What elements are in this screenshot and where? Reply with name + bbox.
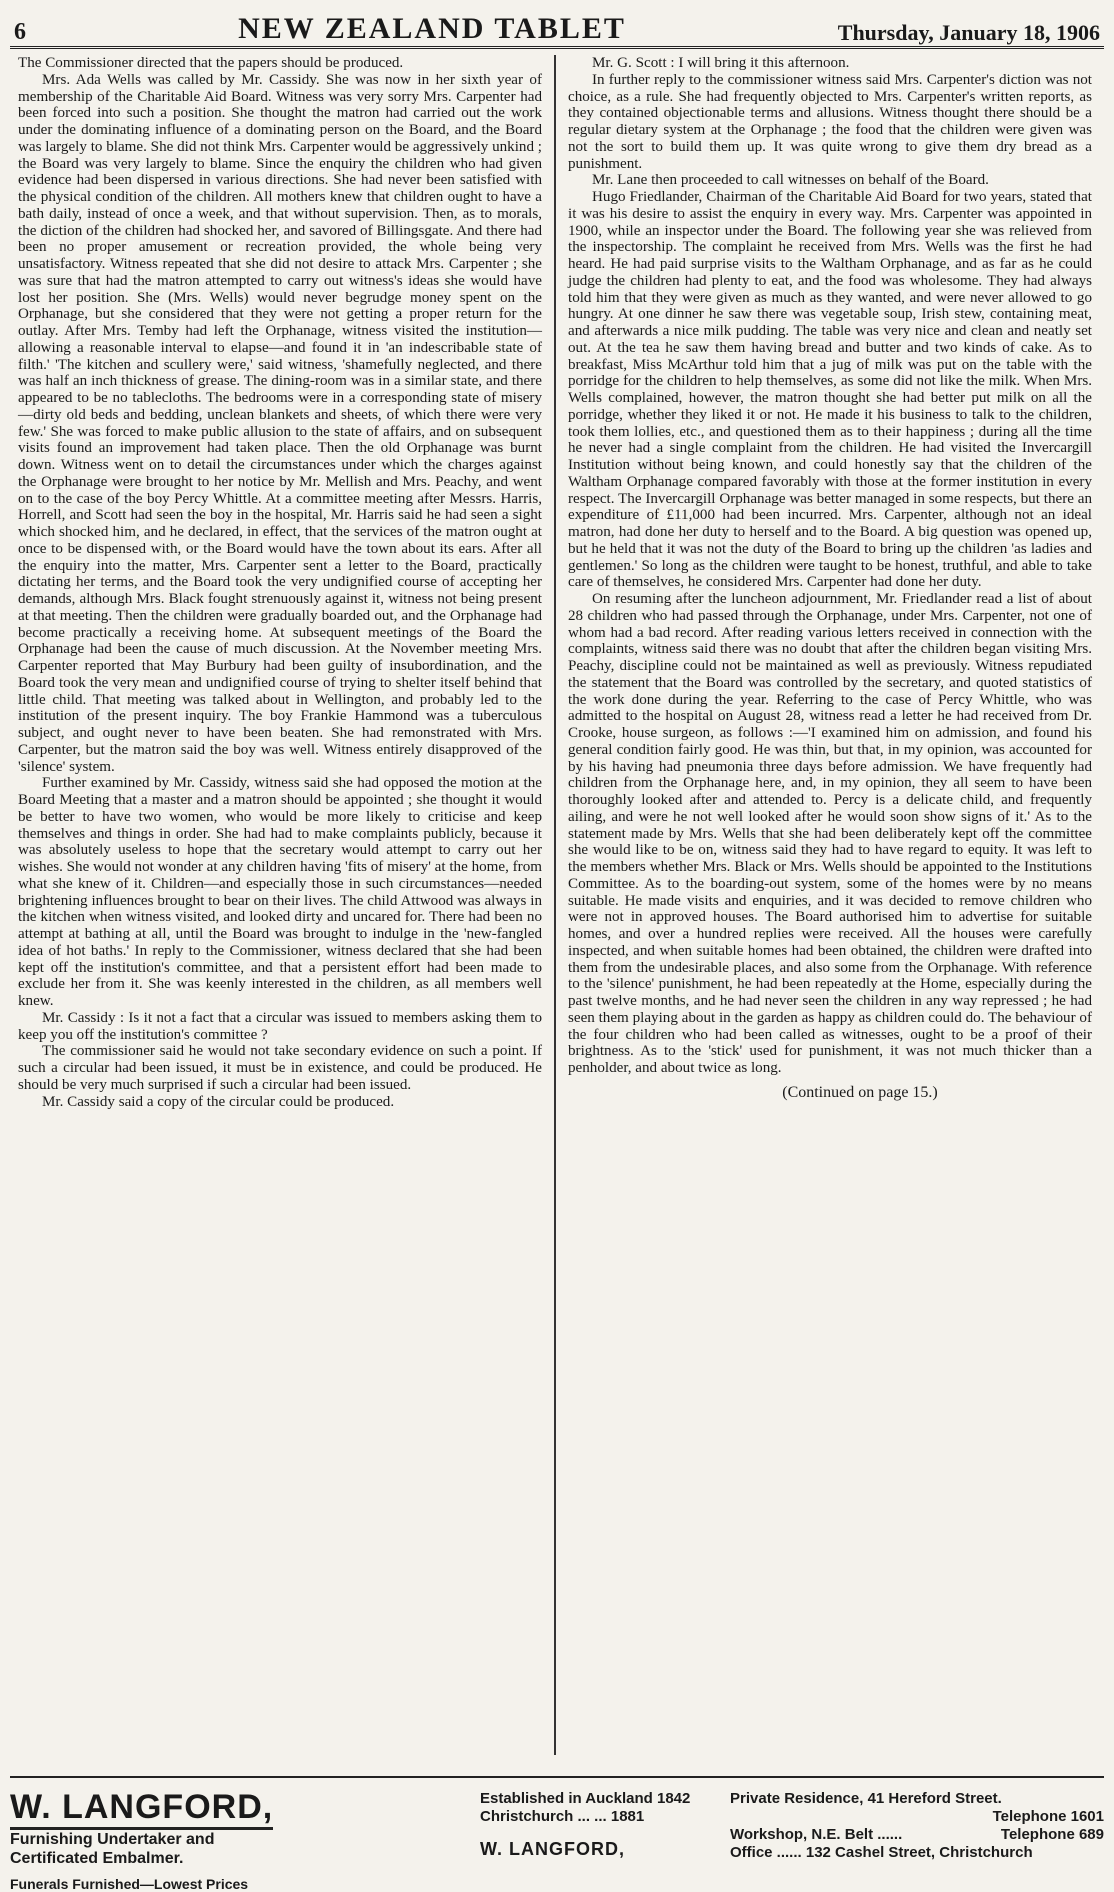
ad-workshop-phone: Telephone 689 (1000, 1826, 1104, 1843)
ad-workshop-row (730, 1826, 1104, 1844)
paragraph: Further examined by Mr. Cassidy, witness said she had opposed the motion at the Board Meeting that a master and a matron should be appointed ; she thought it would be better to have two women, who would be more likely to criticise and keep themselves and things in order. She had had to make complaints publicly, because it was absolutely useless to hope that the secretary would attempt to carry out her wishes. She would not wonder at any children having 'fits of misery' at the home, from what she knew of it. Children—and especially those in such circumstances—needed brightening influences brought to bear on their lives. The child Attwood was always in the kitchen when witness visited, and looked dirty and uncared for. There had been no attempt at bathing at all, until the Board was brought to indulge in the 'new-fangled idea of hot baths.' In reply to the Commissioner, witness declared that she had been kept off the institution's committee, and that a persistent effort had been made to exclude her from it. She was keenly interested in the children, as all members well knew. (18, 775, 542, 1009)
ad-trade (10, 1830, 214, 1868)
paragraph: Mr. Lane then proceeded to call witnesses on behalf of the Board. (592, 172, 989, 189)
page-number: 6 (14, 19, 26, 45)
ad-residence: Private Residence, 41 Hereford Street. (730, 1790, 1002, 1807)
column-rule (554, 55, 556, 1755)
ad-residence-phone: Telephone 1601 (992, 1808, 1104, 1825)
ad-office: Office ...... 132 Cashel Street, Christchurch (730, 1844, 1033, 1861)
paragraph: On resuming after the luncheon adjournment, Mr. Friedlander read a list of about 28 children who had passed through the Orphanage, under Mrs. Carpenter, not one of whom had a bad record. After reading various letters received in connection with the complaints, witness said there was no doubt that after the children began visiting Mrs. Peachy, discipline could not be maintained as well as previously. Witness repudiated the statement that the Board was controlled by the secretary, and quoted statistics of the work done during the year. Referring to the case of Percy Whittle, who was admitted to the hospital on August 28, witness read a letter he had received from Dr. Crooke, house surgeon, as follows :—'I examined him on admission, and found his general condition fairly good. He was thin, but that, in my opinion, was accounted for by his having had pneumonia three days before admission. We have frequently had children from the Orphanage here, and, in my opinion, they all seem to have been thoroughly looked after and attended to. Percy is a delicate child, and frequently ailing, and were he not well looked after he would soon show signs of it.' As to the statement made by Mrs. Wells that she had been deliberately kept off the committee she would like to be on, witness said they had to have regard to equity. It was left to the members whether Mrs. Black or Mrs. Wells should be appointed to the Institutions Committee. As to the boarding-out system, some of the homes were by no means suitable. He made visits and enquiries, and it was decided to remove children who were not in approved houses. The Board authorised him to advertise for suitable homes, and over a hundred replies were received. All the houses were carefully inspected, and when suitable homes had been obtained, the children were drafted into them from the undesirable places, and also some from the Orphanage. With reference to the 'silence' punishment, he had been repeatedly at the Home, especially during the past twelve months, and he had never seen the children in any way repressed ; he had seen them playing about in the garden as happy as children could do. The behaviour of the four children who had been called as witnesses, ought to be a proof of their brightness. As to the 'stick' used for punishment, it was not much thicker than a penholder, and about twice as long. (568, 591, 1092, 1076)
ad-trade-line: Certificated Embalmer. (10, 1850, 184, 1867)
paragraph: The commissioner said he would not take secondary evidence on such a point. If such a circular had been issued, it must be in existence, and could be produced. He should be very much surprised if such a circular had been issued. (18, 1043, 542, 1093)
masthead (10, 0, 1104, 49)
right-column (560, 55, 1100, 1755)
paragraph: The Commissioner directed that the papers should be produced. (18, 55, 404, 71)
ad-name-block (10, 1778, 480, 1892)
continued-note: (Continued on page 15.) (782, 1083, 938, 1101)
ad-workshop: Workshop, N.E. Belt ...... (730, 1826, 903, 1843)
ad-signature: W. LANGFORD, (480, 1839, 625, 1859)
ad-logo-name: W. LANGFORD, (10, 1788, 273, 1830)
langford-advertisement (10, 1776, 1104, 1892)
ad-established-auckland: Established in Auckland 1842 (480, 1790, 691, 1807)
paragraph: Mr. Cassidy said a copy of the circular could be produced. (42, 1093, 395, 1110)
ad-funerals: Funerals Furnished—Lowest Prices (10, 1876, 249, 1892)
paragraph: Hugo Friedlander, Chairman of the Charitable Aid Board for two years, stated that it was his desire to assist the enquiry in every way. Mrs. Carpenter was appointed in 1900, while an inspector under the Board. The following year she was relieved from the inspectorship. The complaint he received from Mrs. Wells was the first he had heard. He had paid surprise visits to the Waltham Orphanage, and as far as he could judge the children had plenty to eat, and the food was wholesome. They had always told him that they were given as much as they wanted, and were never allowed to go hungry. At one dinner he saw there was vegetable soup, Irish stew, containing meat, and afterwards a nice milk pudding. The table was very nice and clean and neatly set out. At the tea he saw them having bread and butter and two kinds of cake. As to breakfast, Miss McArthur told him that a jug of milk was put on the table with the porridge for the children to help themselves, as some did not like the milk. When Mrs. Wells complained, however, the matron thought she had better put milk on all the porridge, whether they liked it or not. He made it his business to talk to the children, took them lollies, etc., and questioned them as to their happiness ; during all the time he never had a single complaint from the children. He had visited the Invercargill Institution without being known, and could honestly say that the children of the Waltham Orphanage compared favorably with those at the former institution in every respect. The Invercargill Orphanage was better managed in some respects, but there an expenditure of £11,000 had been incurred. Mrs. Carpenter, although not an ideal matron, had done her duty to herself and to the Board. A big question was opened up, but he held that it was not the duty of the Board to bring up the children 'as ladies and gentlemen.' So long as the children were taught to be honest, truthful, and able to take care of themselves, he considered Mrs. Carpenter had done her duty. (568, 189, 1092, 591)
paragraph: Mrs. Ada Wells was called by Mr. Cassidy. She was now in her sixth year of membership of the Charitable Aid Board. Witness was very sorry Mrs. Carpenter had been forced into such a position. She thought the matron had carried out the work under the dominating influence of a dominating person on the Board, and the Board was largely to blame. She did not think Mrs. Carpenter would be aggressively unkind ; the Board was very largely to blame. Since the enquiry the children who had given evidence had been dispersed in various directions. She had never been satisfied with the physical condition of the children. All mothers knew that children ought to have a bath daily, instead of once a week, and that without supervision. Then, as to morals, the diction of the children had shocked her, and savored of Billingsgate. And there had been no proper amusement or recreation provided, the whole being very unsatisfactory. Witness repeated that she did not desire to attack Mrs. Carpenter ; she was sure that had the matron attempted to carry out witness's ideas she would have lost her position. She (Mrs. Wells) would never begrudge money spent on the Orphanage, but she considered that they were not getting a proper return for the outlay. After Mrs. Temby had left the Orphanage, witness visited the institution—allowing a reasonable interval to elapse—and found it in 'an indescribable state of filth.' 'The kitchen and scullery were,' said witness, 'shamefully neglected, and there was half an inch thickness of grease. The dining-room was in a similar state, and there appeared to be no tablecloths. The bedrooms were in a corresponding state of misery—dirty old beds and bedding, unclean blankets and sheets, of which there were very few.' She was forced to make public allusion to the state of affairs, and on subsequent visits found an improvement had taken place. Then the old Orphanage was burnt down. Witness went on to detail the circumstances under which the charges against the Orphanage were brought to her notice by Mr. Mellish and Mrs. Peachy, and went on to the case of the boy Percy Whittle. At a committee meeting after Messrs. Harris, Horrell, and Scott had seen the boy in the hospital, Mr. Harris said he had seen a sight which shocked him, and he declared, in effect, that the services of the matron ought at once to be dispensed with, or the Board would have the town about its ears. After all the enquiry into the matter, Mrs. Carpenter sent a letter to the Board, practically dictating her terms, and the Board took the very undignified course of accepting her demands, although Mrs. Black fought strenuously against it, witness not being present at that meeting. Then the children were gradually boarded out, and the Orphanage had become practically a receiving home. At subsequent meetings of the Board the Orphanage had been the cause of much discussion. At the November meeting Mrs. Carpenter reported that May Burbury had been guilty of insubordination, and the Board took the very mean and undignified course of trying to shelter itself behind that little child. That meeting was talked about in Wellington, and probably led to the institution of the present inquiry. The boy Frankie Hammond was a tuberculous subject, and ought never to have been beaten. She had remonstrated with Mrs. Carpenter, but the matron said the boy was well. Witness entirely disapproved of the 'silence' system. (18, 71, 542, 775)
ad-established-block (480, 1778, 730, 1858)
paragraph: Mr. G. Scott : I will bring it this afternoon. (592, 55, 850, 71)
issue-date: Thursday, January 18, 1906 (837, 20, 1100, 45)
ad-christchurch: Christchurch ... ... 1881 (480, 1808, 645, 1825)
ad-contact-block (730, 1778, 1104, 1862)
ad-trade-line: Furnishing Undertaker and (10, 1831, 215, 1848)
newspaper-title: NEW ZEALAND TABLET (238, 12, 626, 45)
paragraph: Mr. Cassidy : Is it not a fact that a circular was issued to members asking them to keep you off the institution's committee ? (18, 1009, 542, 1043)
article-columns (10, 55, 1104, 1755)
paragraph: In further reply to the commissioner witness said Mrs. Carpenter's diction was not choice, as a rule. She had frequently objected to Mrs. Carpenter's written reports, as they contained objectionable terms and allusions. Witness thought there should be a regular dietary system at the Orphanage ; the food that the children were given was not the sort to build them up. It was quite wrong to give them dry bread as a punishment. (568, 71, 1092, 172)
left-column (10, 55, 550, 1755)
